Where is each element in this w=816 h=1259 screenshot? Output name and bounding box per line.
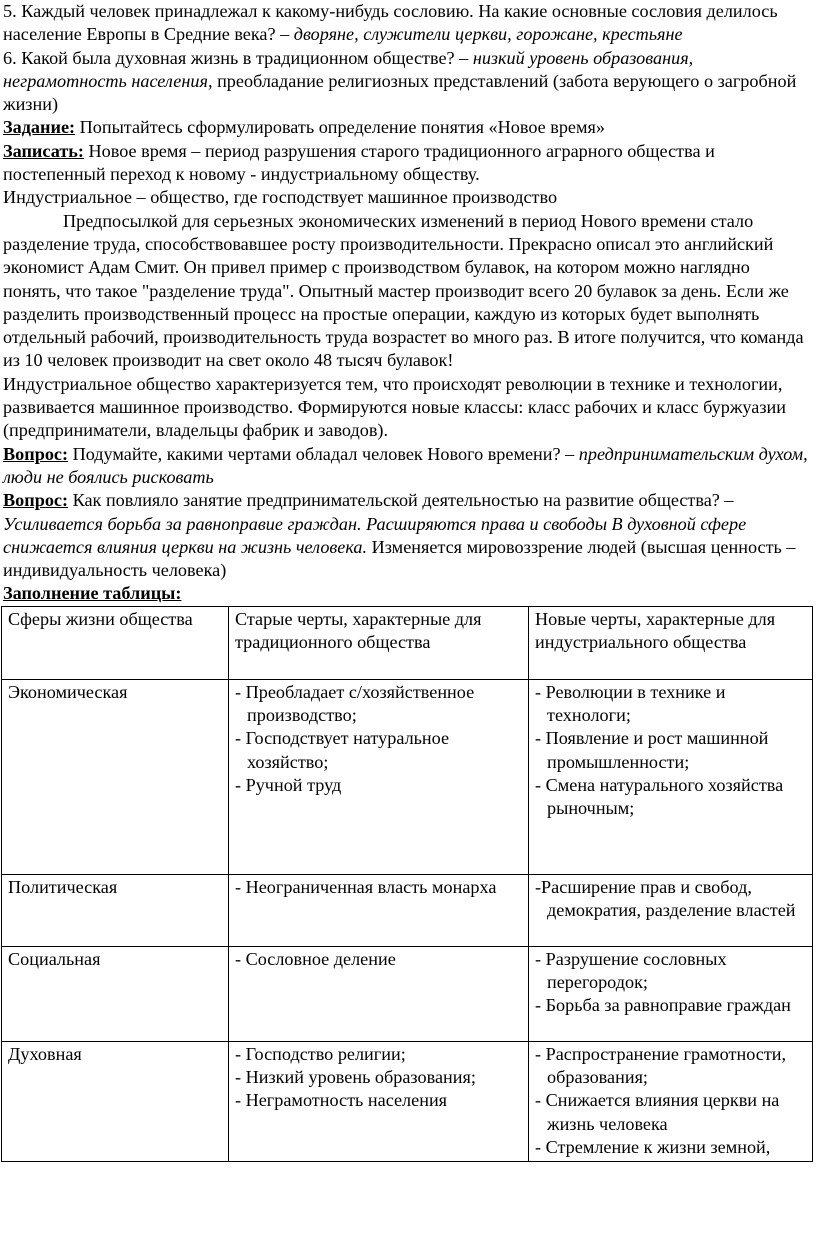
sphere-cell: Духовная	[2, 1041, 229, 1161]
list-item: - Борьба за равноправие граждан	[535, 995, 791, 1016]
record-text: Новое время – период разрушения старого традиционного аграрного общества и постепенный переход к новому - индустриальному обществу.	[3, 140, 715, 185]
old-traits-cell	[229, 874, 529, 946]
list-item: - Разрушение сословных перегородок;	[535, 948, 727, 993]
comparison-table	[1, 606, 813, 1162]
sphere-cell: Экономическая	[2, 679, 229, 874]
sphere-cell: Социальная	[2, 946, 229, 1041]
list-item: - Революции в технике и технологи;	[535, 681, 726, 726]
old-traits-cell	[229, 1041, 529, 1161]
question-1-text: Подумайте, какими чертами обладал человек Нового времени? –	[72, 443, 575, 464]
task-paragraph	[3, 116, 810, 139]
header-new-traits: Новые черты, характерные для индустриального общества	[529, 606, 813, 679]
question-2-answer-rest: Изменяется мировоззрение людей (высшая ценность – индивидуальность человека)	[3, 536, 796, 581]
question-6	[3, 47, 810, 117]
list-item: - Господство религии;	[235, 1043, 406, 1064]
table-row-social	[2, 946, 813, 1041]
question-6-answer-italic: – низкий уровень образования, неграмотность населения,	[3, 47, 694, 91]
question-5-answer: – дворяне, служители церкви, горожане, крестьяне	[280, 24, 683, 45]
industrial-society-paragraph: Индустриальное общество характеризуется тем, что происходят революции в технике и технологии, развивается машинное производство. Формируются новые классы: класс рабочих и класс буржуазии (предприниматели, владельцы фабрик и заводов).	[3, 373, 786, 441]
smith-paragraph: Предпосылкой для серьезных экономических изменений в период Нового времени стало разделение труда, способствовавшее росту производительности. Прекрасно описал это английский экономист Адам Смит. Он привел пример с производством булавок, на котором можно наглядно понять, что такое "разделение труда". Опытный мастер производит всего 20 булавок за день. Если же разделить производственный процесс на простые операции, каждую из которых будет выполнять отдельный рабочий, производительность труда возрастет во много раз. В итоге получится, что команда из 10 человек производит на свет около 48 тысяч булавок!	[3, 210, 804, 371]
header-sphere: Сферы жизни общества	[2, 606, 229, 679]
question-2-label: Вопрос:	[3, 490, 69, 511]
question-2-answer-italic: Усиливается борьба за равноправие граждан. Расширяются права и свободы В духовной сфере снижается влияния церкви на жизнь человека.	[3, 513, 747, 557]
question-1-label: Вопрос:	[3, 443, 69, 464]
question-6-answer-rest: преобладание религиозных представлений (забота верующего о загробной жизни)	[3, 70, 797, 115]
new-traits-cell	[529, 679, 813, 874]
new-traits-cell	[529, 1041, 813, 1161]
record-paragraph	[3, 140, 810, 187]
record-label: Записать:	[3, 140, 84, 161]
list-item: - Снижается влияния церкви на жизнь человека	[535, 1090, 780, 1134]
industrial-definition: Индустриальное – общество, где господствует машинное производство	[3, 187, 558, 208]
question-new-time-person	[3, 443, 810, 490]
list-item: - Ручной труд	[235, 774, 342, 795]
new-traits-cell	[529, 946, 813, 1041]
list-item: - Преобладает с/хозяйственное производство;	[235, 681, 475, 726]
question-5	[3, 0, 810, 47]
question-entrepreneurship	[3, 489, 810, 582]
table-row-political	[2, 874, 813, 946]
list-item: - Неграмотность населения	[235, 1090, 448, 1111]
list-item: - Низкий уровень образования;	[235, 1067, 476, 1088]
task-text: Попытайтесь сформулировать определение понятия «Новое время»	[79, 117, 605, 138]
question-1-answer: предпринимательским духом, люди не боялись рисковать	[3, 443, 808, 487]
table-title: Заполнение таблицы:	[3, 583, 182, 604]
table-row-spiritual	[2, 1041, 813, 1161]
question-2-text: Как повлияло занятие предпринимательской деятельностью на развитие общества? –	[72, 490, 734, 511]
old-traits-cell	[229, 679, 529, 874]
table-row-economic	[2, 679, 813, 874]
list-item: - Стремление к жизни земной,	[535, 1136, 771, 1157]
task-label: Задание:	[3, 117, 76, 138]
list-item: - Неограниченная власть монарха	[235, 876, 497, 897]
question-5-text: 5. Каждый человек принадлежал к какому-нибудь сословию. На какие основные сословия делилось население Европы в Средние века?	[3, 1, 778, 45]
sphere-cell: Политическая	[2, 874, 229, 946]
header-old-traits: Старые черты, характерные для традиционного общества	[229, 606, 529, 679]
new-traits-cell	[529, 874, 813, 946]
list-item: - Смена натурального хозяйства рыночным;	[535, 774, 784, 819]
question-6-text: 6. Какой была духовная жизнь в традиционном обществе?	[3, 47, 455, 68]
table-header-row	[2, 606, 813, 679]
list-item: -Расширение прав и свобод, демократия, разделение властей	[535, 876, 796, 921]
old-traits-cell	[229, 946, 529, 1041]
list-item: - Господствует натуральное хозяйство;	[235, 728, 450, 772]
list-item: - Сословное деление	[235, 948, 396, 969]
list-item: - Появление и рост машинной промышленности;	[535, 728, 769, 772]
list-item: - Распространение грамотности, образования;	[535, 1043, 787, 1088]
